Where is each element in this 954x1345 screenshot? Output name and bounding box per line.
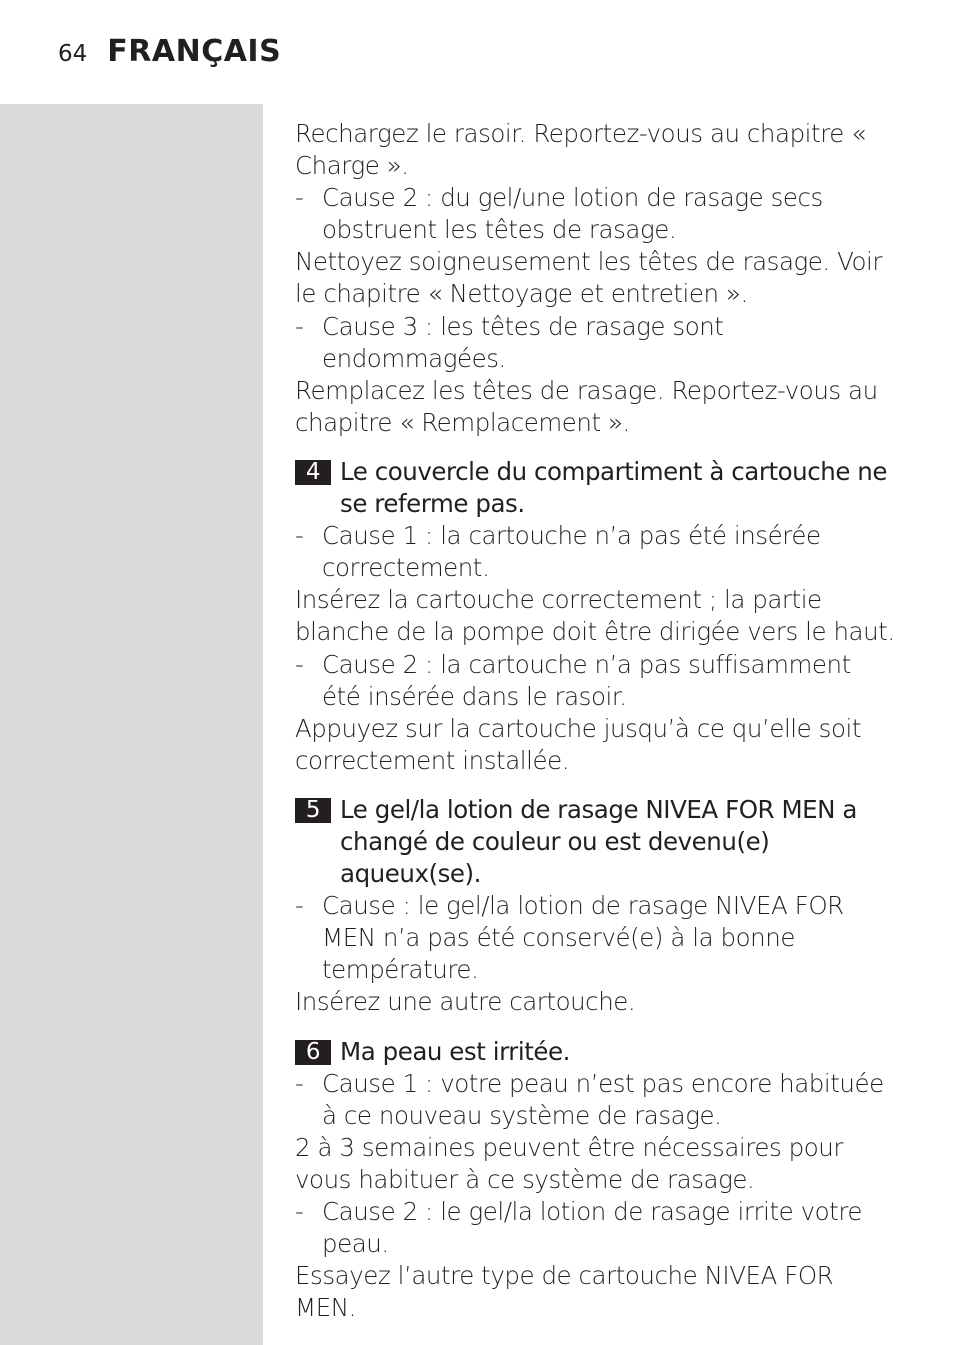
cause-text: Cause 2 : du gel/une lotion de rasage secs obstruent les têtes de rasage. — [322, 183, 823, 245]
cause-item — [295, 1068, 895, 1132]
bullet-dash: - — [295, 183, 304, 213]
step-heading — [295, 456, 895, 520]
step-title: Ma peau est irritée. — [340, 1036, 570, 1066]
bullet-dash: - — [295, 891, 304, 921]
bullet-dash: - — [295, 649, 304, 679]
cause-item — [295, 1196, 895, 1260]
paragraph: Remplacez les têtes de rasage. Reportez-vous au chapitre « Remplacement ». — [295, 375, 878, 437]
cause-item — [295, 182, 895, 246]
step-number-badge: 6 — [295, 1040, 331, 1065]
bullet-dash: - — [295, 521, 304, 551]
section-language-title: FRANÇAIS — [107, 34, 282, 69]
step-heading — [295, 1036, 895, 1068]
cause-text: Cause 1 : la cartouche n’a pas été insérée correctement. — [322, 521, 821, 583]
cause-item — [295, 520, 895, 584]
paragraph: 2 à 3 semaines peuvent être nécessaires pour vous habituer à ce système de rasage. — [295, 1132, 843, 1194]
step-title: Le couvercle du compartiment à cartouche ne se referme pas. — [340, 456, 888, 519]
cause-text: Cause 2 : le gel/la lotion de rasage irrite votre peau. — [322, 1197, 863, 1259]
paragraph: Nettoyez soigneusement les têtes de rasage. Voir le chapitre « Nettoyage et entretien ». — [295, 247, 883, 309]
page-header — [58, 34, 281, 74]
paragraph: Insérez une autre cartouche. — [295, 987, 636, 1017]
left-margin-panel — [0, 104, 263, 1345]
cause-item — [295, 649, 895, 713]
cause-text: Cause 1 : votre peau n’est pas encore habituée à ce nouveau système de rasage. — [322, 1068, 884, 1130]
paragraph: Rechargez le rasoir. Reportez-vous au chapitre « Charge ». — [295, 119, 866, 181]
troubleshooting-content — [295, 118, 895, 1324]
step-number-badge: 4 — [295, 460, 331, 485]
step-title: Le gel/la lotion de rasage NIVEA FOR MEN a changé de couleur ou est devenu(e) aqueux(se). — [340, 794, 857, 889]
cause-item — [295, 890, 895, 986]
bullet-dash: - — [295, 1197, 304, 1226]
page-number: 64 — [58, 41, 88, 67]
paragraph: Essayez l’autre type de cartouche NIVEA FOR MEN. — [295, 1261, 834, 1323]
bullet-dash: - — [295, 311, 304, 341]
cause-text: Cause 2 : la cartouche n’a pas suffisamment été insérée dans le rasoir. — [322, 649, 851, 711]
cause-text: Cause : le gel/la lotion de rasage NIVEA FOR MEN n’a pas été conservé(e) à la bonne température. — [322, 891, 844, 985]
cause-text: Cause 3 : les têtes de rasage sont endommagées. — [322, 311, 724, 373]
paragraph: Appuyez sur la cartouche jusqu’à ce qu’elle soit correctement installée. — [295, 713, 861, 775]
paragraph: Insérez la cartouche correctement ; la partie blanche de la pompe doit être dirigée vers le haut. — [295, 585, 895, 647]
cause-item — [295, 311, 895, 375]
step-heading — [295, 794, 895, 890]
bullet-dash: - — [295, 1068, 304, 1098]
step-number-badge: 5 — [295, 798, 331, 823]
